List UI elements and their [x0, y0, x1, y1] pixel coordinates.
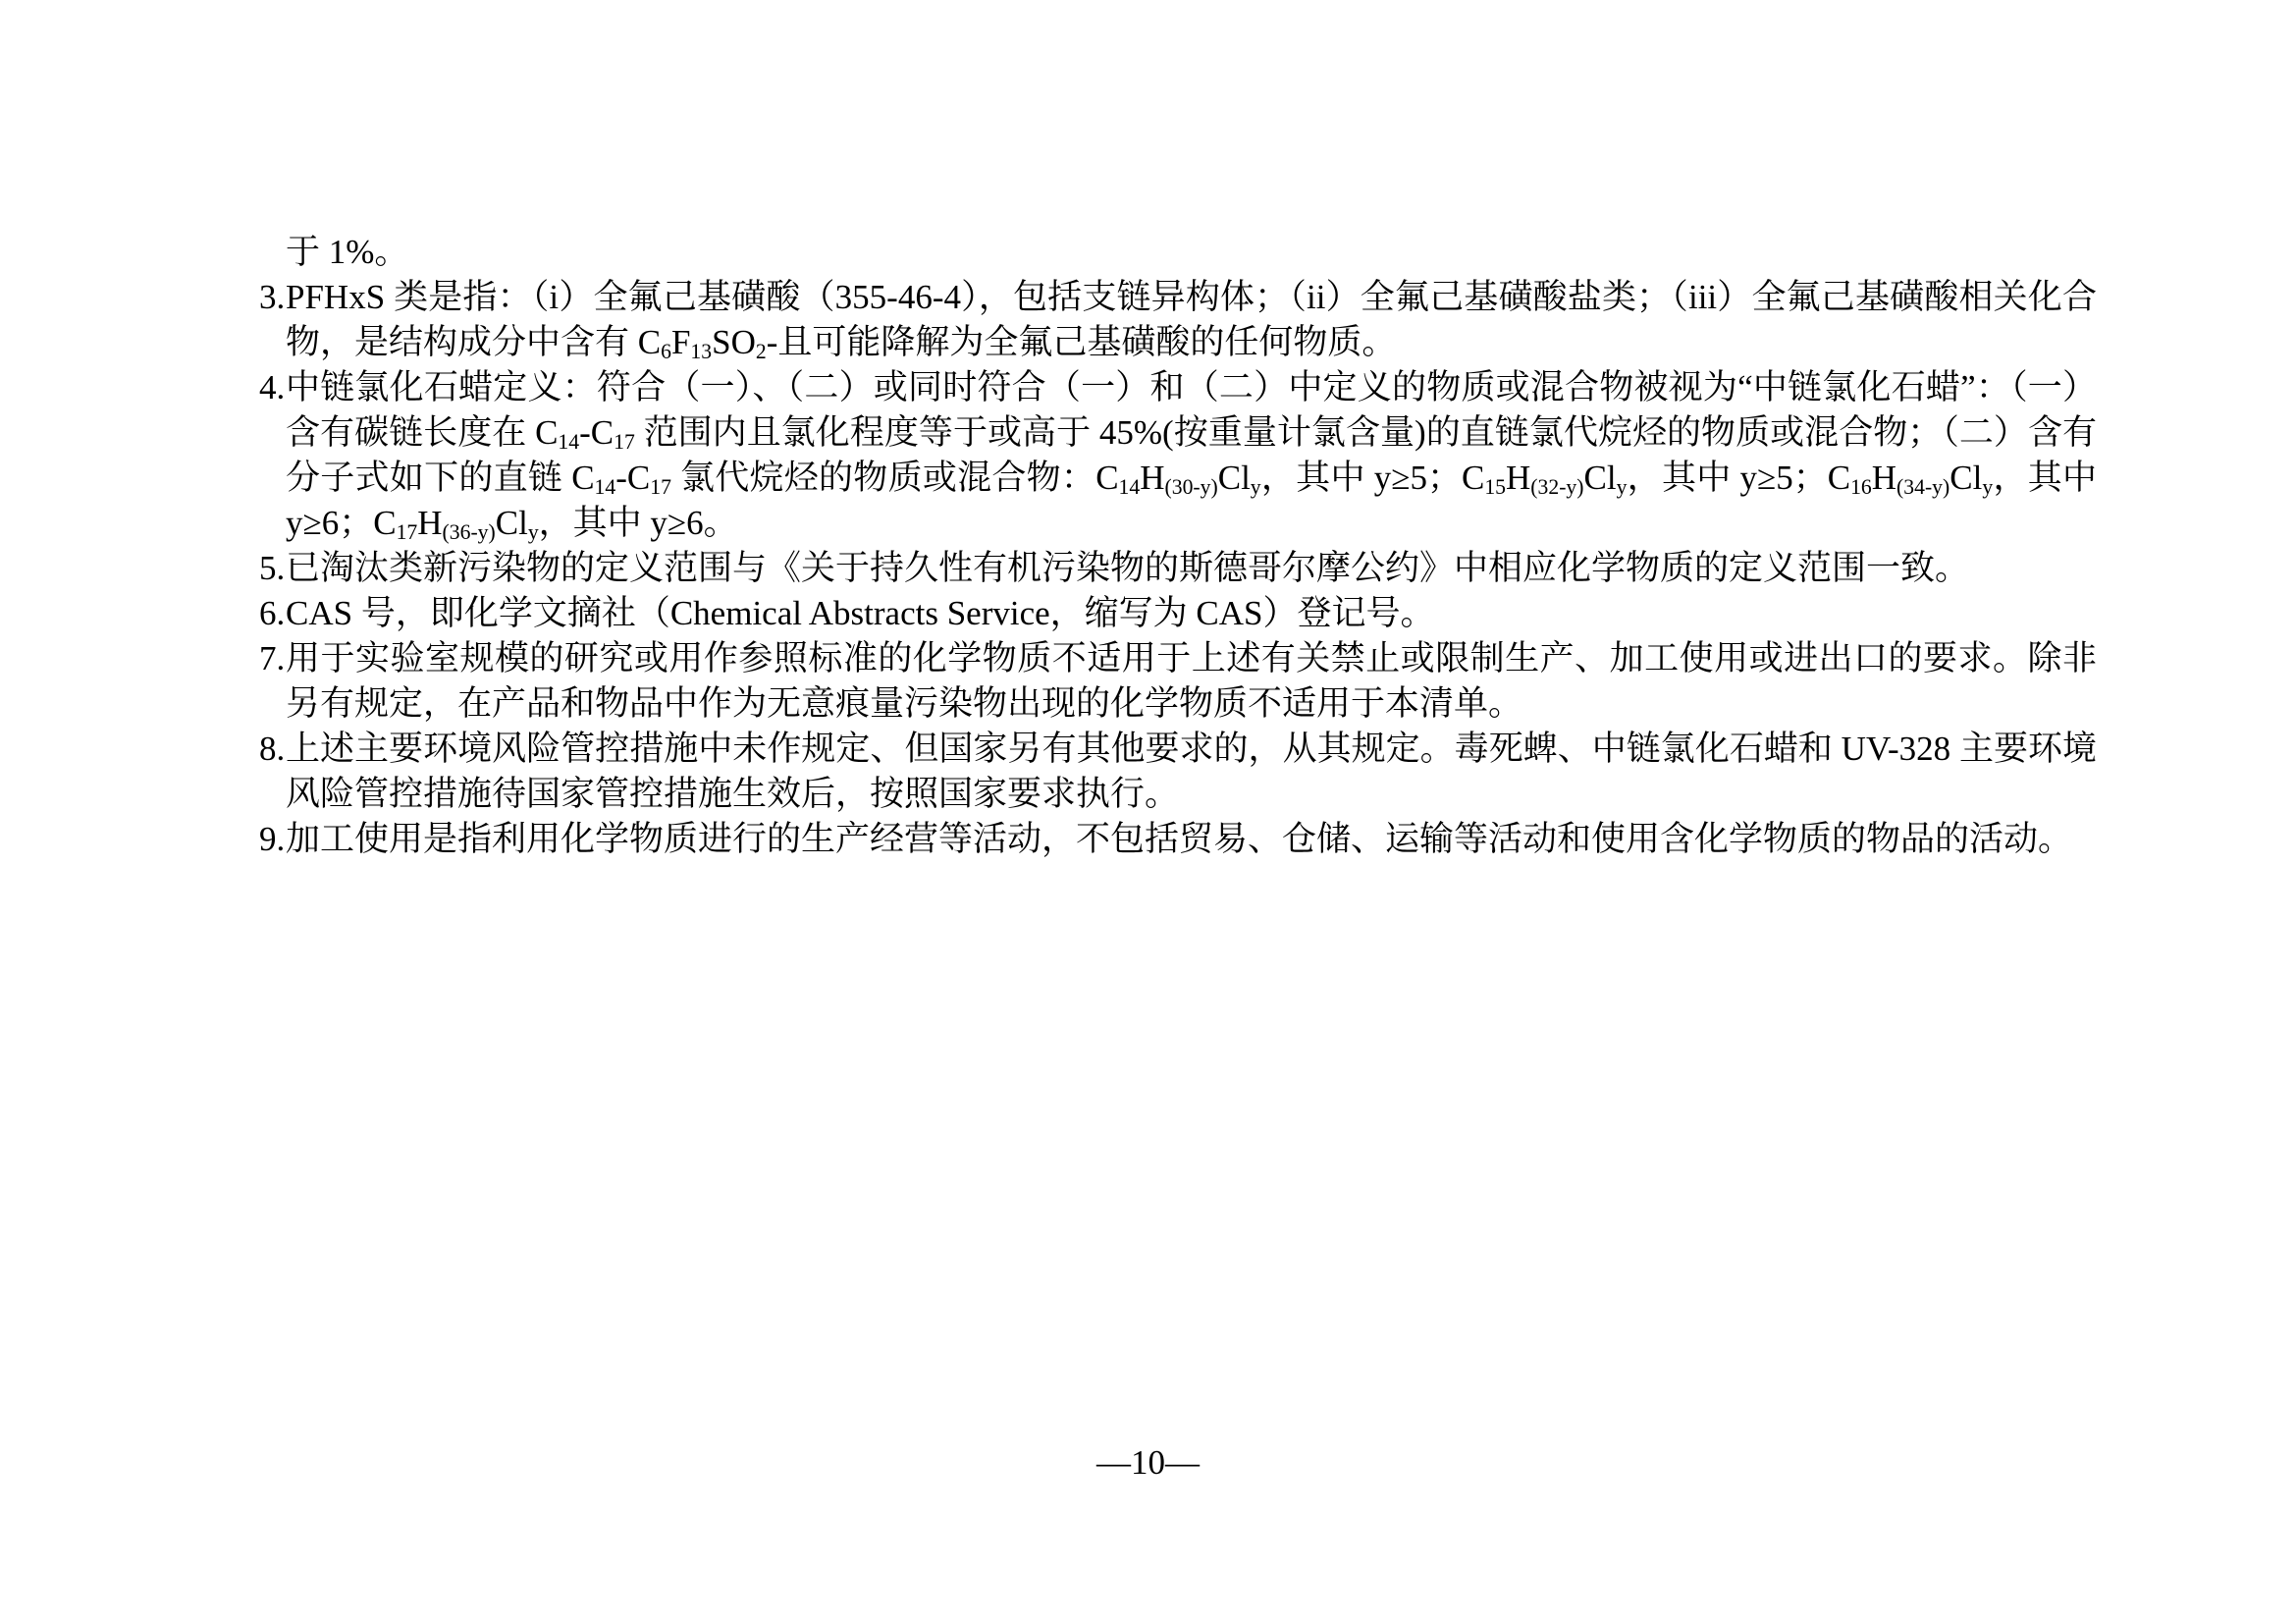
footnotes-block — [259, 230, 2097, 862]
footnote-item — [259, 817, 2097, 862]
footnote-text: 已淘汰类新污染物的定义范围与《关于持久性有机污染物的斯德哥尔摩公约》中相应化学物质的定义范围一致。 — [286, 549, 1970, 587]
footnote-item — [259, 636, 2097, 727]
footnote-text: CAS 号，即化学文摘社（Chemical Abstracts Service，缩写为 CAS）登记号。 — [286, 594, 1435, 632]
footnote-number: 7. — [259, 639, 286, 677]
footnote-item — [259, 727, 2097, 817]
footnote-text: 加工使用是指利用化学物质进行的生产经营等活动，不包括贸易、仓储、运输等活动和使用含化学物质的物品的活动。 — [286, 820, 2073, 858]
footnote-number: 3. — [259, 278, 286, 316]
footnote-number: 8. — [259, 730, 286, 768]
continuation-text: 于 1%。 — [286, 233, 409, 271]
footnote-number: 4. — [259, 368, 286, 406]
footnote-number: 6. — [259, 594, 286, 632]
footnote-item — [259, 275, 2097, 365]
footnote-item — [259, 365, 2097, 546]
footnote-text: 中链氯化石蜡定义：符合（一）、（二）或同时符合（一）和（二）中定义的物质或混合物被视为“中链氯化石蜡”：（一）含有碳链长度在 $C_{14}-C_{17}$ 范围内且氯化程度等于或高于 45%(按重量计氯含量)的直链氯代烷烃的物质或混合物；（二）含有分子式如下的直链 $C_{14}-C_{17}$ 氯代烷烃的物质或混合物：$C_{14}H_{(30-y)}Cl_y$，其中 y≥5；$C_{15}H_{(32-y)}Cl_y$，其中 y≥5；$C_{16}H_{(34-y)}Cl_y$，其中 y≥6；$C_{17}H_{(36-y)}Cl_y$，其中 y≥6。 — [286, 368, 2097, 544]
footnote-number: 9. — [259, 820, 286, 858]
footnote-item — [259, 591, 2097, 636]
footnote-text: 上述主要环境风险管控措施中未作规定、但国家另有其他要求的，从其规定。毒死蜱、中链氯化石蜡和 UV-328 主要环境风险管控措施待国家管控措施生效后，按照国家要求执行。 — [286, 730, 2097, 813]
footnote-text: PFHxS 类是指：（i）全氟己基磺酸（355-46-4），包括支链异构体；（ii）全氟己基磺酸盐类；（iii）全氟己基磺酸相关化合物，是结构成分中含有 $C_6F_{13}SO_2-$且可能降解为全氟己基磺酸的任何物质。 — [286, 278, 2097, 363]
footnote-item — [259, 546, 2097, 591]
page-number: —10— — [1096, 1443, 1200, 1482]
footnote-number: 5. — [259, 549, 286, 587]
footnote-text: 用于实验室规模的研究或用作参照标准的化学物质不适用于上述有关禁止或限制生产、加工使用或进出口的要求。除非另有规定，在产品和物品中作为无意痕量污染物出现的化学物质不适用于本清单。 — [286, 639, 2097, 723]
